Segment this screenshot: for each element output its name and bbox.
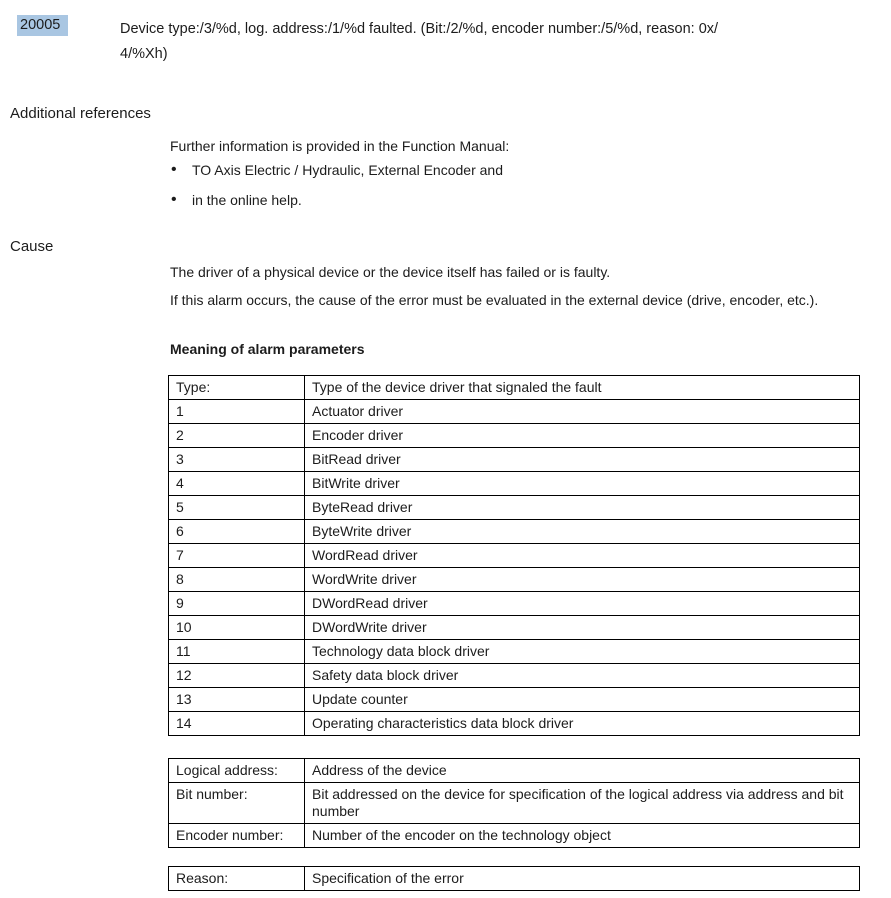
table-row bbox=[169, 824, 860, 848]
table-value-cell: Number of the encoder on the technology object bbox=[305, 824, 860, 848]
table-row bbox=[169, 568, 860, 592]
table-value-cell: BitWrite driver bbox=[305, 472, 860, 496]
further-info-text: Further information is provided in the Function Manual: bbox=[170, 138, 510, 154]
table-row bbox=[169, 376, 860, 400]
table-key-cell: Type: bbox=[169, 376, 305, 400]
table-key-cell: 8 bbox=[169, 568, 305, 592]
table-key-cell: 10 bbox=[169, 616, 305, 640]
list-item: • TO Axis Electric / Hydraulic, External Encoder and bbox=[170, 160, 865, 180]
table-key-cell: 4 bbox=[169, 472, 305, 496]
table-value-cell: Specification of the error bbox=[305, 867, 860, 891]
table-value-cell: WordRead driver bbox=[305, 544, 860, 568]
table-key-cell: 2 bbox=[169, 424, 305, 448]
section-heading-additional-references: Additional references bbox=[10, 105, 151, 122]
alarm-message bbox=[120, 17, 870, 67]
table-key-cell: 6 bbox=[169, 520, 305, 544]
table-key-cell: 12 bbox=[169, 664, 305, 688]
table-value-cell: DWordWrite driver bbox=[305, 616, 860, 640]
table-row bbox=[169, 616, 860, 640]
table-key-cell: 9 bbox=[169, 592, 305, 616]
reason-table bbox=[168, 866, 860, 891]
table-key-cell: 3 bbox=[169, 448, 305, 472]
table-key-cell: 11 bbox=[169, 640, 305, 664]
alarm-message-line1: Device type:/3/%d, log. address:/1/%d faulted. (Bit:/2/%d, encoder number:/5/%d, reason: 0x/ bbox=[120, 21, 719, 37]
table-key-cell: 13 bbox=[169, 688, 305, 712]
table-value-cell: Safety data block driver bbox=[305, 664, 860, 688]
table-value-cell: Type of the device driver that signaled the fault bbox=[305, 376, 860, 400]
reference-bullet-list bbox=[170, 160, 865, 220]
table-key-cell: Encoder number: bbox=[169, 824, 305, 848]
alarm-message-line2: 4/%Xh) bbox=[120, 46, 168, 62]
table-value-cell: ByteRead driver bbox=[305, 496, 860, 520]
table-row bbox=[169, 783, 860, 824]
table-row bbox=[169, 688, 860, 712]
table-value-cell: Technology data block driver bbox=[305, 640, 860, 664]
table-row bbox=[169, 448, 860, 472]
table-value-cell: WordWrite driver bbox=[305, 568, 860, 592]
table-value-cell: Encoder driver bbox=[305, 424, 860, 448]
device-type-table bbox=[168, 375, 860, 736]
table-row bbox=[169, 400, 860, 424]
cause-paragraph-2: If this alarm occurs, the cause of the error must be evaluated in the external device (drive, encoder, etc.). bbox=[170, 292, 819, 308]
cause-paragraph-1: The driver of a physical device or the device itself has failed or is faulty. bbox=[170, 264, 611, 280]
table-row bbox=[169, 759, 860, 783]
table-row bbox=[169, 712, 860, 736]
table-value-cell: DWordRead driver bbox=[305, 592, 860, 616]
table-key-cell: 14 bbox=[169, 712, 305, 736]
table-value-cell: Address of the device bbox=[305, 759, 860, 783]
table-key-cell: Reason: bbox=[169, 867, 305, 891]
table-key-cell: 1 bbox=[169, 400, 305, 424]
table-key-cell: 5 bbox=[169, 496, 305, 520]
address-parameters-table bbox=[168, 758, 860, 848]
table-value-cell: ByteWrite driver bbox=[305, 520, 860, 544]
list-item: • in the online help. bbox=[170, 190, 865, 210]
table-row bbox=[169, 472, 860, 496]
table-value-cell: BitRead driver bbox=[305, 448, 860, 472]
section-heading-cause: Cause bbox=[10, 238, 54, 255]
table-value-cell: Update counter bbox=[305, 688, 860, 712]
table-row bbox=[169, 496, 860, 520]
table-row bbox=[169, 592, 860, 616]
table-value-cell: Bit addressed on the device for specification of the logical address via address and bit number bbox=[305, 783, 860, 824]
table-row bbox=[169, 664, 860, 688]
table-key-cell: Logical address: bbox=[169, 759, 305, 783]
table-row bbox=[169, 520, 860, 544]
table-row bbox=[169, 640, 860, 664]
table-row bbox=[169, 424, 860, 448]
table-key-cell: 7 bbox=[169, 544, 305, 568]
table-value-cell: Operating characteristics data block driver bbox=[305, 712, 860, 736]
meaning-of-alarm-parameters-subheading: Meaning of alarm parameters bbox=[170, 341, 365, 357]
table-row bbox=[169, 867, 860, 891]
table-value-cell: Actuator driver bbox=[305, 400, 860, 424]
table-row bbox=[169, 544, 860, 568]
table-key-cell: Bit number: bbox=[169, 783, 305, 824]
alarm-number-highlighted: 20005 bbox=[17, 15, 68, 36]
